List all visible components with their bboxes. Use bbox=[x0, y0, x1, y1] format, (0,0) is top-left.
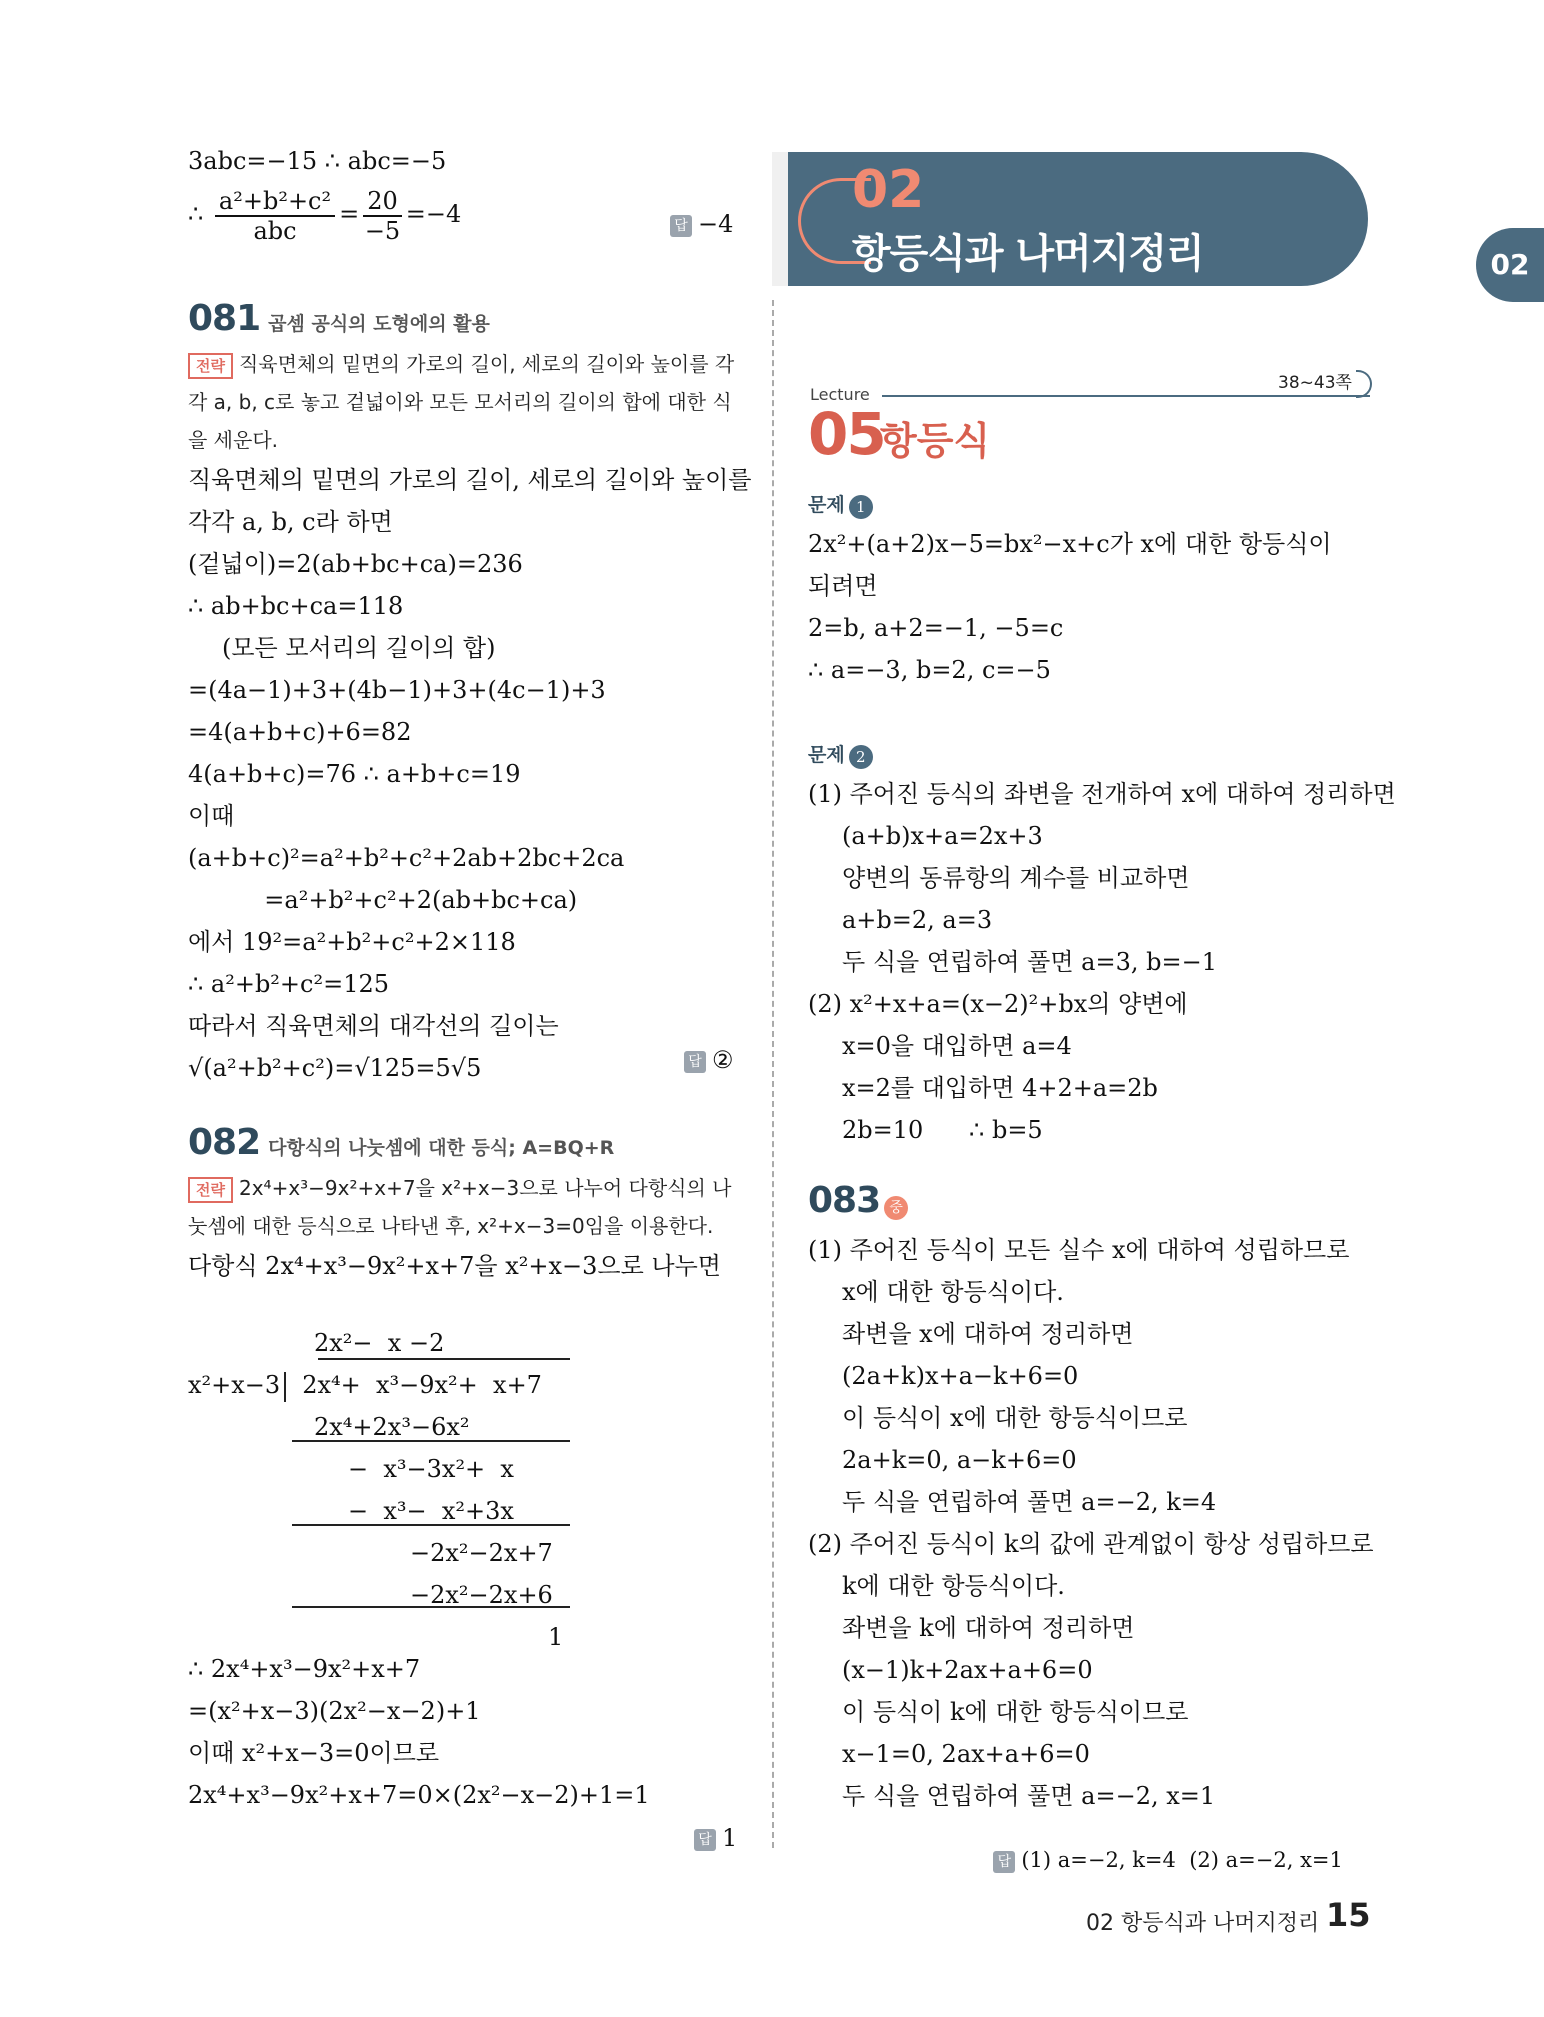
answer-083 bbox=[980, 1824, 1343, 1873]
problem-082-conclusion bbox=[188, 1648, 748, 1816]
division-rule bbox=[292, 1524, 570, 1526]
numerator: a²+b²+c² bbox=[215, 187, 335, 217]
text-line: 2a+k=0, a−k+6=0 bbox=[842, 1446, 1077, 1474]
answer-081 bbox=[684, 1046, 734, 1074]
text-line: =4(a+b+c)+6=82 bbox=[188, 718, 412, 746]
text-line: x에 대한 항등식이다. bbox=[842, 1278, 1064, 1306]
division-rule bbox=[292, 1440, 570, 1442]
text-line: (1) 주어진 등식이 모든 실수 x에 대하여 성립하므로 bbox=[808, 1236, 1350, 1264]
text-line: (겉넓이)=2(ab+bc+ca)=236 bbox=[188, 550, 523, 578]
text-line: x=0을 대입하면 a=4 bbox=[842, 1031, 1072, 1060]
lecture-pages: 38~43쪽 bbox=[1278, 373, 1352, 393]
problem-head: 문제 bbox=[808, 744, 845, 766]
strategy-body: 2x⁴+x³−9x²+x+7을 x²+x−3으로 나누어 다항식의 나눗셈에 대한 등식으로 나타낸 후, x²+x−3=0임을 이용한다. bbox=[188, 1176, 732, 1238]
chapter-number: 02 bbox=[852, 160, 925, 220]
strategy-text bbox=[188, 345, 736, 459]
text-line: 이 등식이 x에 대한 항등식이므로 bbox=[842, 1404, 1188, 1432]
fraction bbox=[215, 187, 335, 245]
text-line: 되려면 bbox=[808, 571, 878, 600]
text-line: 양변의 동류항의 계수를 비교하면 bbox=[842, 863, 1190, 892]
division-overline bbox=[318, 1358, 570, 1360]
text-line: 2b=10 ∴ b=5 bbox=[842, 1115, 1043, 1144]
answer-value: 1 bbox=[722, 1824, 738, 1852]
text-line: =(4a−1)+3+(4b−1)+3+(4c−1)+3 bbox=[188, 676, 606, 704]
strategy-tag: 전략 bbox=[188, 1177, 233, 1203]
text-line: (x−1)k+2ax+a+6=0 bbox=[842, 1656, 1093, 1684]
column-divider bbox=[772, 300, 774, 1848]
problem-title: 다항식의 나눗셈에 대한 등식; A=BQ+R bbox=[268, 1137, 615, 1159]
division-step: −2x²−2x+7 bbox=[410, 1539, 553, 1567]
division-step: −2x²−2x+6 bbox=[410, 1581, 553, 1609]
problem-q2 bbox=[808, 740, 1396, 1151]
division-step: − x³−3x²+ x bbox=[348, 1455, 514, 1483]
text-line: =(x²+x−3)(2x²−x−2)+1 bbox=[188, 1697, 481, 1725]
denominator: −5 bbox=[364, 216, 401, 245]
text-line: 이 등식이 k에 대한 항등식이므로 bbox=[842, 1698, 1189, 1726]
denominator: abc bbox=[253, 216, 297, 245]
fraction-line bbox=[188, 182, 736, 246]
division-rule bbox=[292, 1606, 570, 1608]
problem-081 bbox=[188, 298, 752, 1089]
text-line: 두 식을 연립하여 풀면 a=−2, k=4 bbox=[842, 1488, 1217, 1516]
text-line: √(a²+b²+c²)=√125=5√5 bbox=[188, 1054, 482, 1082]
text-line: ∴ 2x⁴+x³−9x²+x+7 bbox=[188, 1655, 421, 1683]
problem-number: 081 bbox=[188, 298, 261, 339]
equals: = bbox=[339, 200, 360, 228]
dividend-row bbox=[188, 1364, 588, 1406]
text-line: (2) x²+x+a=(x−2)²+bx의 양변에 bbox=[808, 989, 1188, 1018]
lecture-rule bbox=[882, 395, 1370, 397]
divisor: x²+x−3 bbox=[188, 1371, 281, 1399]
text-line: 에서 19²=a²+b²+c²+2×118 bbox=[188, 928, 516, 956]
numerator: 20 bbox=[363, 187, 402, 217]
strategy-body: 직육면체의 밑면의 가로의 길이, 세로의 길이와 높이를 각각 a, b, c로 놓고 겉넓이와 모든 모서리의 길이의 합에 대한 식을 세운다. bbox=[188, 352, 735, 452]
answer-icon: 답 bbox=[684, 1051, 706, 1073]
text-line: 따라서 직육면체의 대각선의 길이는 bbox=[188, 1012, 559, 1040]
text-line: (2) 주어진 등식이 k의 값에 관계없이 항상 성립하므로 bbox=[808, 1530, 1374, 1558]
text-line: (모든 모서리의 길이의 합) bbox=[222, 634, 496, 662]
lecture-label: Lecture bbox=[810, 385, 870, 404]
text-line: ∴ a=−3, b=2, c=−5 bbox=[808, 655, 1051, 684]
text-line: x=2를 대입하면 4+2+a=2b bbox=[842, 1073, 1158, 1102]
text-line: 2=b, a+2=−1, −5=c bbox=[808, 613, 1064, 642]
text-line: =a²+b²+c²+2(ab+bc+ca) bbox=[188, 886, 578, 914]
dividend: 2x⁴+ x³−9x²+ x+7 bbox=[302, 1371, 542, 1399]
text-line: a+b=2, a=3 bbox=[842, 905, 993, 934]
banner-notch bbox=[772, 152, 788, 286]
fraction bbox=[363, 187, 402, 245]
problem-number: 083 bbox=[808, 1180, 881, 1221]
text-line: (2a+k)x+a−k+6=0 bbox=[842, 1362, 1079, 1390]
text-line: 3abc=−15 ∴ abc=−5 bbox=[188, 147, 447, 175]
answer-value: ② bbox=[712, 1046, 734, 1074]
problem-q1 bbox=[808, 490, 1368, 691]
text-line: 두 식을 연립하여 풀면 a=−2, x=1 bbox=[842, 1782, 1216, 1810]
text-line: 좌변을 x에 대하여 정리하면 bbox=[842, 1320, 1134, 1348]
text-line: 좌변을 k에 대하여 정리하면 bbox=[842, 1614, 1135, 1642]
text-line: 각각 a, b, c라 하면 bbox=[188, 508, 393, 536]
left-column bbox=[188, 140, 736, 246]
problem-number: 082 bbox=[188, 1122, 261, 1163]
lecture-title: 항등식 bbox=[880, 419, 991, 463]
page-number: 15 bbox=[1326, 1896, 1371, 1934]
answer-icon: 답 bbox=[670, 215, 692, 237]
problem-083 bbox=[808, 1180, 1374, 1817]
difficulty-badge: 중 bbox=[884, 1196, 908, 1220]
strategy-text bbox=[188, 1169, 736, 1245]
text-line: (a+b+c)²=a²+b²+c²+2ab+2bc+2ca bbox=[188, 844, 625, 872]
text-line: 이때 x²+x−3=0이므로 bbox=[188, 1739, 440, 1767]
quotient: 2x²− x −2 bbox=[314, 1329, 445, 1357]
remainder: 1 bbox=[548, 1623, 564, 1651]
answer-value: −4 bbox=[698, 210, 734, 238]
answer-icon: 답 bbox=[993, 1851, 1015, 1873]
answer-082 bbox=[694, 1824, 737, 1852]
problem-title: 곱셈 공식의 도형에의 활용 bbox=[268, 313, 490, 335]
text-line: (a+b)x+a=2x+3 bbox=[842, 821, 1043, 850]
problem-head: 문제 bbox=[808, 494, 845, 516]
division-step: − x³− x²+3x bbox=[348, 1497, 514, 1525]
therefore-symbol: ∴ bbox=[188, 200, 204, 228]
division-bracket bbox=[284, 1372, 296, 1402]
answer-top bbox=[670, 210, 733, 238]
text-line: 2x⁴+x³−9x²+x+7=0×(2x²−x−2)+1=1 bbox=[188, 1781, 650, 1809]
text-line: 직육면체의 밑면의 가로의 길이, 세로의 길이와 높이를 bbox=[188, 466, 752, 494]
text-line: ∴ ab+bc+ca=118 bbox=[188, 592, 404, 620]
answer-icon: 답 bbox=[694, 1829, 716, 1851]
text-line: x−1=0, 2ax+a+6=0 bbox=[842, 1740, 1090, 1768]
lecture-number: 05 bbox=[808, 400, 885, 468]
division-step: 2x⁴+2x³−6x² bbox=[314, 1413, 470, 1441]
strategy-tag: 전략 bbox=[188, 353, 233, 379]
problem-circle-number: 1 bbox=[849, 495, 873, 519]
text-line: (1) 주어진 등식의 좌변을 전개하여 x에 대하여 정리하면 bbox=[808, 779, 1396, 808]
chapter-side-tab: 02 bbox=[1476, 228, 1544, 302]
lecture-rule-end bbox=[1356, 370, 1372, 398]
problem-082 bbox=[188, 1122, 736, 1287]
footer-chapter: 02 항등식과 나머지정리 bbox=[1086, 1911, 1320, 1936]
text-line: 두 식을 연립하여 풀면 a=3, b=−1 bbox=[842, 947, 1217, 976]
chapter-title: 항등식과 나머지정리 bbox=[852, 231, 1204, 277]
text-line: 다항식 2x⁴+x³−9x²+x+7을 x²+x−3으로 나누면 bbox=[188, 1252, 721, 1280]
problem-circle-number: 2 bbox=[849, 745, 873, 769]
text-line: 4(a+b+c)=76 ∴ a+b+c=19 bbox=[188, 760, 521, 788]
answer-value: (1) a=−2, k=4 (2) a=−2, x=1 bbox=[1021, 1848, 1343, 1872]
text-line: ∴ a²+b²+c²=125 bbox=[188, 970, 390, 998]
text-line: 2x²+(a+2)x−5=bx²−x+c가 x에 대한 항등식이 bbox=[808, 529, 1332, 558]
result: =−4 bbox=[405, 200, 462, 228]
text-line: 이때 bbox=[188, 802, 235, 830]
text-line: k에 대한 항등식이다. bbox=[842, 1572, 1065, 1600]
